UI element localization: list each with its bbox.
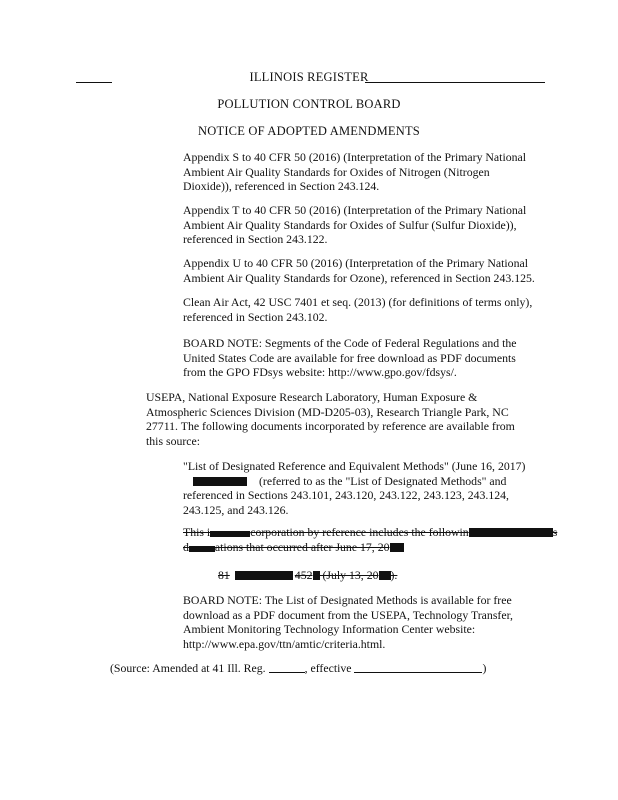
clean-air-act-paragraph: Clean Air Act, 42 USC 7401 et seq. (2013) (for definitions of terms only), referenced in Section 243.102.	[183, 295, 533, 324]
redaction-mark	[193, 477, 247, 486]
register-page-blank	[269, 662, 305, 673]
board-title: POLLUTION CONTROL BOARD	[217, 97, 401, 111]
board-note-designated-methods: BOARD NOTE: The List of Designated Methods is available for free download as a PDF document from the USEPA, Technology Transfer, Ambient Monitoring Technology Information Center website: http://www.epa.gov/ttn/amtic/criteria.html.	[183, 593, 513, 652]
board-note-cfr: BOARD NOTE: Segments of the Code of Federal Regulations and the United States Code are available for free download as PDF documents from the GPO FDsys website: http://www.gpo.gov/fdsys/.	[183, 336, 517, 380]
redaction-mark	[390, 543, 404, 552]
redaction-mark	[189, 546, 215, 552]
redaction-mark	[469, 528, 553, 537]
appendix-s-paragraph: Appendix S to 40 CFR 50 (2016) (Interpretation of the Primary National Ambient Air Quality Standards for Oxides of Nitrogen (Nitrogen Dioxide)), referenced in Section 243.124.	[183, 150, 527, 194]
appendix-t-paragraph: Appendix T to 40 CFR 50 (2016) (Interpretation of the Primary National Ambient Air Quality Standards for Oxides of Sulfur (Sulfur Dioxide)), referenced in Section 243.122.	[183, 203, 527, 247]
register-title: ILLINOIS REGISTER	[249, 70, 369, 84]
redaction-mark	[235, 571, 293, 580]
source-line: (Source: Amended at 41 Ill. Reg. , effective )	[110, 661, 487, 675]
redaction-mark	[210, 531, 250, 537]
list-designated-methods-paragraph: "List of Designated Reference and Equivalent Methods" (June 16, 2017) (referred to as the "List of Designated Methods" and referenced in Sections 243.101, 243.120, 243.122, 243.123, 243.124, 243.125, and 243.126.	[183, 459, 526, 518]
struck-incorporation-paragraph: This i corporation by reference includes the followin s d ations that occurred after June 17, 20	[183, 525, 558, 554]
struck-federal-register-line: 81 452 (July 13, 20 ).	[218, 568, 398, 582]
usepa-paragraph: USEPA, National Exposure Research Laboratory, Human Exposure & Atmospheric Sciences Division (MD-D205-03), Research Triangle Park, NC 27711. The following documents incorporated by reference are available from this source:	[146, 390, 515, 449]
redaction-mark	[379, 571, 391, 580]
redaction-mark	[313, 571, 320, 580]
effective-date-blank	[354, 662, 482, 673]
notice-title: NOTICE OF ADOPTED AMENDMENTS	[198, 124, 420, 138]
appendix-u-paragraph: Appendix U to 40 CFR 50 (2016) (Interpretation of the Primary National Ambient Air Quality Standards for Ozone), referenced in Section 243.125.	[183, 256, 535, 285]
